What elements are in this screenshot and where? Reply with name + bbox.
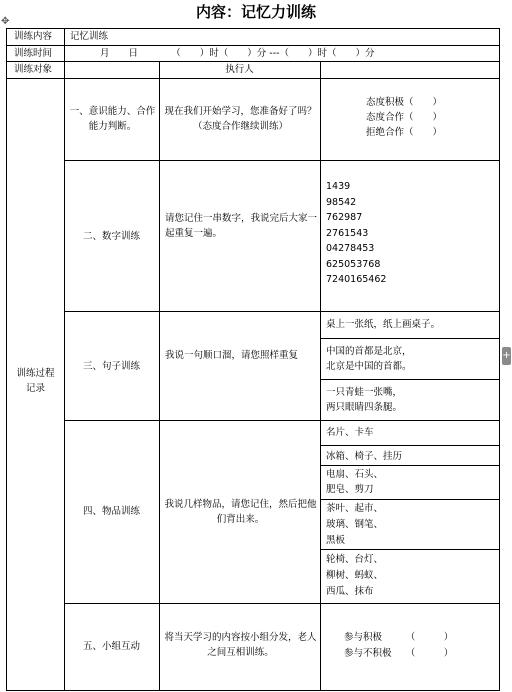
- number-item: 04278453: [326, 243, 375, 254]
- table-move-handle-icon[interactable]: ✥: [1, 16, 10, 27]
- object-group-1: 名片、卡车: [326, 427, 374, 438]
- content-value[interactable]: 记忆训练: [70, 31, 109, 42]
- object-group-5: [326, 552, 383, 600]
- object-group-3: [326, 467, 383, 497]
- process-label-line1: 训练过程: [16, 368, 55, 379]
- sentence-3: [326, 385, 402, 415]
- number-item: 7240165462: [326, 274, 387, 285]
- section-1-responses: [366, 95, 442, 140]
- section-4-instruction: 我说几样物品，请您记住，然后把他们背出来。: [164, 499, 317, 525]
- object-group-4-line-3: 黑板: [326, 535, 346, 546]
- object-group-3-line-1: 电扇、石头、: [326, 469, 384, 480]
- time-value[interactable]: 月 日 （ ）时（ ）分 ---（ ）时（ ）分: [100, 48, 375, 59]
- content-label: 训练内容: [14, 31, 53, 42]
- section-5-instruction: 将当天学习的内容按小组分发，老人之间互相训练。: [164, 632, 317, 658]
- object-group-5-line-2: 柳树、蚂蚁、: [326, 570, 384, 581]
- sentence-3-line-1: 一只青蛙一张嘴，: [326, 387, 403, 398]
- sentence-2: [326, 344, 412, 374]
- section-3-name: 三、句子训练: [82, 361, 140, 372]
- sentence-3-line-2: 两只眼睛四条腿。: [326, 402, 403, 413]
- number-item: 2761543: [326, 227, 369, 239]
- number-item: 98542: [326, 196, 357, 208]
- response-participate-active[interactable]: 参与积极 （ ）: [344, 632, 454, 643]
- add-column-handle-icon[interactable]: +: [502, 347, 511, 365]
- sentence-2-line-1: 中国的首都是北京，: [326, 346, 412, 357]
- executor-label: 执行人: [225, 64, 254, 75]
- process-record-label: [7, 366, 64, 396]
- object-group-4: [326, 501, 383, 549]
- section-3-instruction: 我说一句顺口溜，请您照样重复: [165, 350, 299, 361]
- document-title: 内容：记忆力训练: [195, 3, 316, 21]
- object-group-3-line-2: 肥皂、剪刀: [326, 484, 374, 495]
- process-label-line2: 记录: [25, 383, 45, 394]
- object-group-5-line-3: 西瓜、抹布: [326, 586, 374, 597]
- number-item: 1439: [326, 181, 351, 192]
- section-5-name: 五、小组互动: [82, 641, 140, 652]
- response-refuse[interactable]: 拒绝合作（ ）: [366, 127, 443, 138]
- number-list: [326, 179, 386, 288]
- section-1-instruction: 现在我们开始学习，您准备好了吗？（态度合作继续训练）: [164, 106, 317, 132]
- section-2-instruction: 请您记住一串数字，我说完后大家一起重复一遍。: [165, 213, 318, 239]
- sentence-2-line-2: 北京是中国的首都。: [326, 361, 412, 372]
- object-group-5-line-1: 轮椅、台灯、: [326, 554, 384, 565]
- response-active[interactable]: 态度积极（ ）: [366, 97, 443, 108]
- target-label: 训练对象: [14, 64, 53, 75]
- object-group-2: 冰箱、椅子、挂历: [326, 451, 403, 462]
- response-cooperative[interactable]: 态度合作（ ）: [366, 112, 443, 123]
- section-5-responses: [344, 630, 453, 662]
- object-group-4-line-1: 茶叶、起市、: [326, 503, 384, 514]
- section-1-name: 一、意识能力、合作能力判断。: [69, 106, 156, 132]
- section-2-name: 二、数字训练: [82, 231, 140, 242]
- number-item: 625053768: [326, 258, 381, 270]
- time-label: 训练时间: [14, 48, 53, 59]
- object-group-4-line-2: 玻璃、钢笔、: [326, 519, 384, 530]
- response-participate-inactive[interactable]: 参与不积极 （ ）: [344, 648, 454, 659]
- sentence-1: 桌上一张纸，纸上画桌子。: [326, 319, 441, 330]
- section-4-name: 四、物品训练: [82, 506, 140, 517]
- number-item: 762987: [326, 212, 363, 223]
